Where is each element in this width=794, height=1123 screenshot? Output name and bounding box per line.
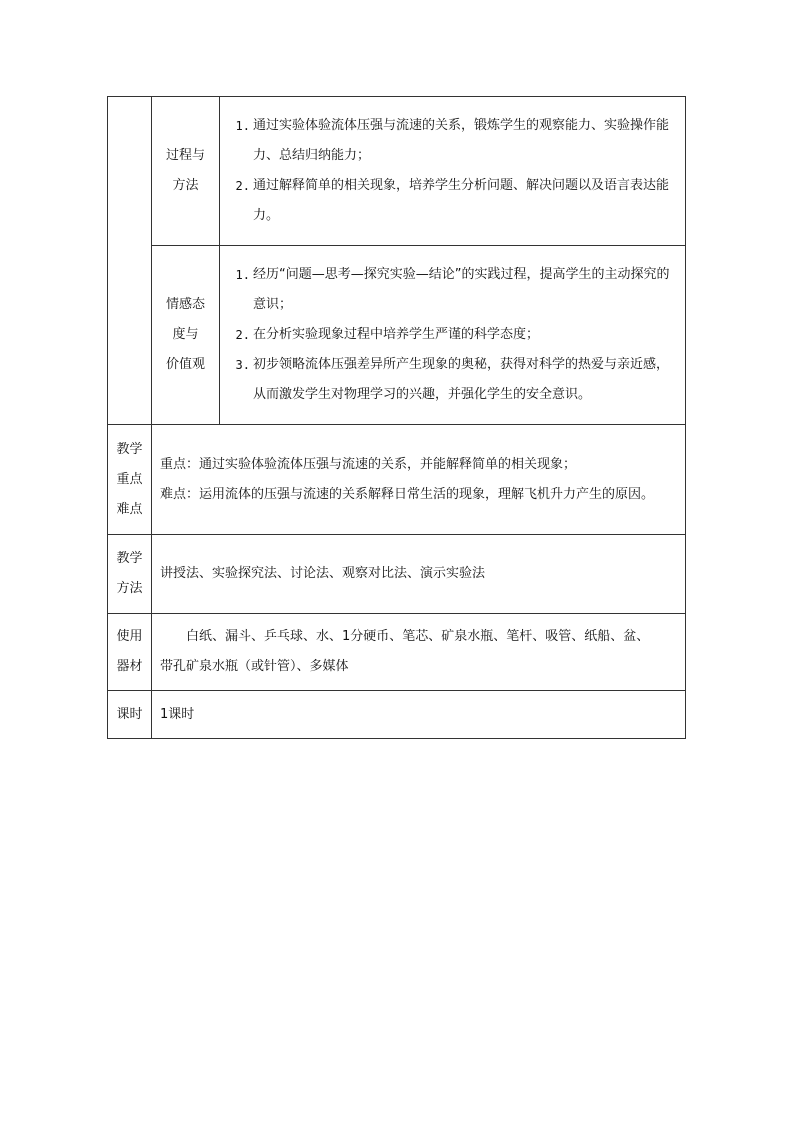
methods-content: 讲授法、实验探究法、讨论法、观察对比法、演示实验法 (152, 535, 686, 614)
list-item: 2. 在分析实验现象过程中培养学生严谨的科学态度； (235, 327, 540, 342)
periods-content: 1课时 (152, 691, 686, 739)
key-points-label: 教学 重点 难点 (108, 425, 152, 535)
objectives-side-cell (108, 97, 152, 425)
table-row (108, 535, 686, 614)
table-row (108, 246, 686, 425)
methods-label: 教学 方法 (108, 535, 152, 614)
equipment-content: 白纸、漏斗、乒乓球、水、1分硬币、笔芯、矿泉水瓶、笔杆、吸管、纸船、盆、 带孔矿泉水瓶（或针管）、多媒体 (152, 614, 686, 691)
list-item: 2. 通过解释简单的相关现象，培养学生分析问题、解决问题以及语言表达能力。 (235, 178, 670, 223)
difficult-point-text: 难点：运用流体的压强与流速的关系解释日常生活的现象，理解飞机升力产生的原因。 (160, 486, 655, 502)
process-method-content (220, 97, 686, 246)
table-row (108, 97, 686, 246)
periods-label: 课时 (108, 691, 152, 739)
table-row (108, 614, 686, 691)
process-method-label: 过程与 方法 (152, 97, 220, 246)
key-point-text: 重点：通过实验体验流体压强与流速的关系，并能解释简单的相关现象； (160, 456, 577, 472)
list-item: 3. 初步领略流体压强差异所产生现象的奥秘，获得对科学的热爱与亲近感，从而激发学生对物理学习的兴趣，并强化学生的安全意识。 (235, 357, 670, 402)
attitude-values-label: 情感态 度与 价值观 (152, 246, 220, 425)
list-item: 1. 经历“问题—思考—探究实验—结论”的实践过程，提高学生的主动探究的意识； (235, 267, 670, 312)
table-row (108, 425, 686, 535)
attitude-values-content (220, 246, 686, 425)
table-row (108, 691, 686, 739)
list-item: 1. 通过实验体验流体压强与流速的关系，锻炼学生的观察能力、实验操作能力、总结归纳能力； (235, 118, 670, 163)
lesson-plan-table (107, 96, 686, 739)
equipment-label: 使用 器材 (108, 614, 152, 691)
key-points-content (152, 425, 686, 535)
